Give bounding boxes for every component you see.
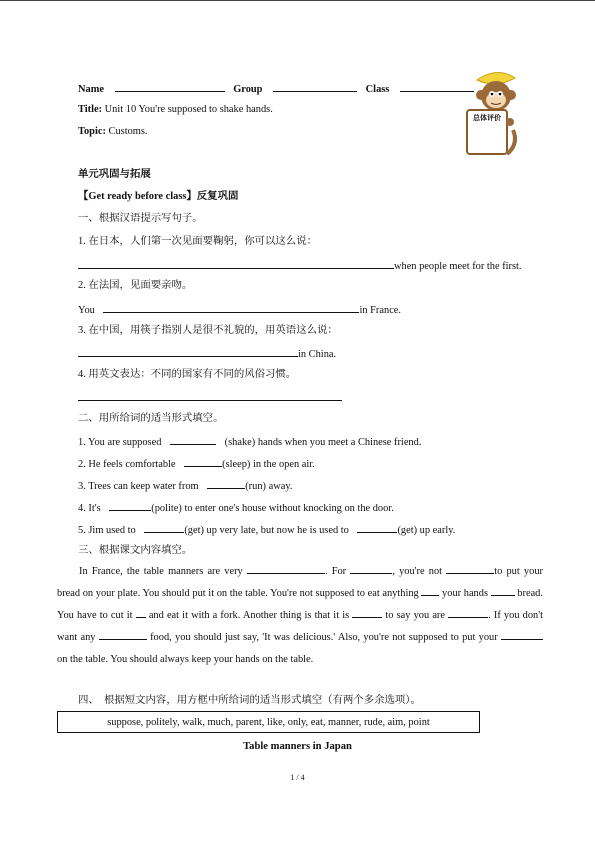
passage-title: Table manners in Japan bbox=[243, 741, 352, 752]
part4-heading: 四、 根据短文内容，用方框中所给词的适当形式填空（有两个多余选项）。 bbox=[78, 695, 421, 706]
part1-q4-answer-row bbox=[78, 390, 342, 405]
part2-q1-blank[interactable] bbox=[170, 434, 216, 445]
part2-q1 bbox=[78, 434, 421, 449]
part2-q5-text: 5. Jim used to bbox=[78, 525, 136, 536]
name-label: Name bbox=[78, 84, 104, 95]
group-label: Group bbox=[233, 84, 263, 95]
page-number: 1 / 4 bbox=[290, 773, 305, 782]
part3-blank-10[interactable] bbox=[501, 629, 543, 640]
part2-q5-blank-2[interactable] bbox=[357, 522, 397, 533]
part2-q4-hint: (polite) to enter one's house without knocking on the door. bbox=[151, 503, 394, 514]
part2-q2-hint: (sleep) in the open air. bbox=[222, 459, 315, 470]
part3-text-6: bread. You have to cut it bbox=[57, 588, 543, 621]
part2-q5-hint-2: (get) up early. bbox=[397, 525, 456, 536]
part3-text-10: food, you should just say, 'It was delicious.' Also, you're not supposed to put your bbox=[150, 632, 498, 643]
part2-q4-text: 4. It's bbox=[78, 503, 101, 514]
section-heading: 单元巩固与拓展 bbox=[78, 169, 151, 180]
part3-text-4: to put your bread on your plate. You should put it on the table. You're not supposed to eat anything bbox=[57, 566, 543, 599]
part3-text-7: and eat it with a fork. Another thing is that it is bbox=[148, 610, 350, 621]
part3-blank-3[interactable] bbox=[446, 563, 494, 574]
part2-q5 bbox=[78, 522, 455, 537]
part3-blank-1[interactable] bbox=[247, 563, 325, 574]
part2-q2-text: 2. He feels comfortable bbox=[78, 459, 176, 470]
part1-q1: 1. 在日本，人们第一次见面要鞠躬，你可以这么说： bbox=[78, 236, 317, 247]
title-row bbox=[78, 103, 273, 116]
part3-blank-7[interactable] bbox=[352, 607, 382, 618]
part3-blank-8[interactable] bbox=[448, 607, 488, 618]
part3-text-9: . If you don't want any bbox=[57, 610, 543, 643]
part3-blank-5[interactable] bbox=[491, 585, 515, 596]
part2-heading: 二、用所给词的适当形式填空。 bbox=[78, 413, 224, 424]
part1-q3: 3. 在中国，用筷子指别人是很不礼貌的，用英语这么说： bbox=[78, 325, 338, 336]
part2-q4-blank[interactable] bbox=[109, 500, 151, 511]
part2-q3 bbox=[78, 478, 292, 493]
part3-text-1: In France, the table manners are very bbox=[79, 566, 243, 577]
part2-q3-hint: (run) away. bbox=[245, 481, 293, 492]
part3-text-2: . For bbox=[324, 566, 347, 577]
part2-q3-blank[interactable] bbox=[207, 478, 245, 489]
part2-q2 bbox=[78, 456, 315, 471]
part3-text-5: your hands bbox=[442, 588, 488, 599]
part2-q1-text: 1. You are supposed bbox=[78, 437, 162, 448]
part1-q2-head: You bbox=[78, 305, 95, 316]
part3-blank-6[interactable] bbox=[136, 607, 146, 618]
part2-q2-blank[interactable] bbox=[184, 456, 222, 467]
part3-text-8: to say you are bbox=[385, 610, 446, 621]
part1-heading: 一、根据汉语提示写句子。 bbox=[78, 213, 203, 224]
part1-q1-blank[interactable] bbox=[78, 258, 394, 269]
top-rule bbox=[0, 0, 595, 1]
word-bank-box: suppose, politely, walk, much, parent, like, only, eat, manner, rude, aim, point bbox=[57, 711, 480, 733]
topic-row bbox=[78, 125, 148, 138]
part3-blank-2[interactable] bbox=[350, 563, 392, 574]
part1-q2-tail: in France. bbox=[359, 305, 402, 316]
part1-q3-blank[interactable] bbox=[78, 346, 298, 357]
part1-q2-blank[interactable] bbox=[103, 302, 359, 313]
topic-value: Customs. bbox=[108, 126, 148, 137]
part3-blank-9[interactable] bbox=[99, 629, 147, 640]
part2-q1-hint: (shake) hands when you meet a Chinese friend. bbox=[224, 437, 422, 448]
part1-q4-blank[interactable] bbox=[78, 390, 342, 401]
section-subheading: 【Get ready before class】反复巩固 bbox=[78, 191, 239, 202]
svg-text:总体评价: 总体评价 bbox=[473, 114, 501, 122]
part1-q2-answer-row bbox=[78, 302, 401, 317]
title-value: Unit 10 You're supposed to shake hands. bbox=[104, 104, 273, 115]
part1-q1-answer-row bbox=[78, 258, 522, 273]
part3-text-3: , you're not bbox=[392, 566, 443, 577]
student-info-row bbox=[78, 81, 474, 96]
part1-q2: 2. 在法国，见面要亲吻。 bbox=[78, 280, 193, 291]
part3-text-11: on the table. You should always keep your hands on the table. bbox=[57, 654, 314, 665]
part2-q3-text: 3. Trees can keep water from bbox=[78, 481, 199, 492]
part2-q4 bbox=[78, 500, 394, 515]
part1-q4: 4. 用英文表达：不同的国家有不同的风俗习惯。 bbox=[78, 369, 297, 380]
class-label: Class bbox=[365, 84, 390, 95]
group-blank[interactable] bbox=[273, 81, 357, 92]
title-label: Title: bbox=[78, 104, 103, 115]
part1-q3-tail: in China. bbox=[298, 349, 337, 360]
part1-q1-tail: when people meet for the first. bbox=[394, 261, 522, 272]
part3-heading: 三、根据课文内容填空。 bbox=[78, 545, 193, 556]
part3-blank-4[interactable] bbox=[421, 585, 439, 596]
part1-q3-answer-row bbox=[78, 346, 336, 361]
name-blank[interactable] bbox=[115, 81, 225, 92]
part2-q5-hint-1: (get) up very late, but now he is used to bbox=[184, 525, 349, 536]
topic-label: Topic: bbox=[78, 126, 106, 137]
part2-q5-blank-1[interactable] bbox=[144, 522, 184, 533]
monkey-evaluation-icon bbox=[463, 70, 531, 158]
part3-passage bbox=[57, 561, 543, 671]
